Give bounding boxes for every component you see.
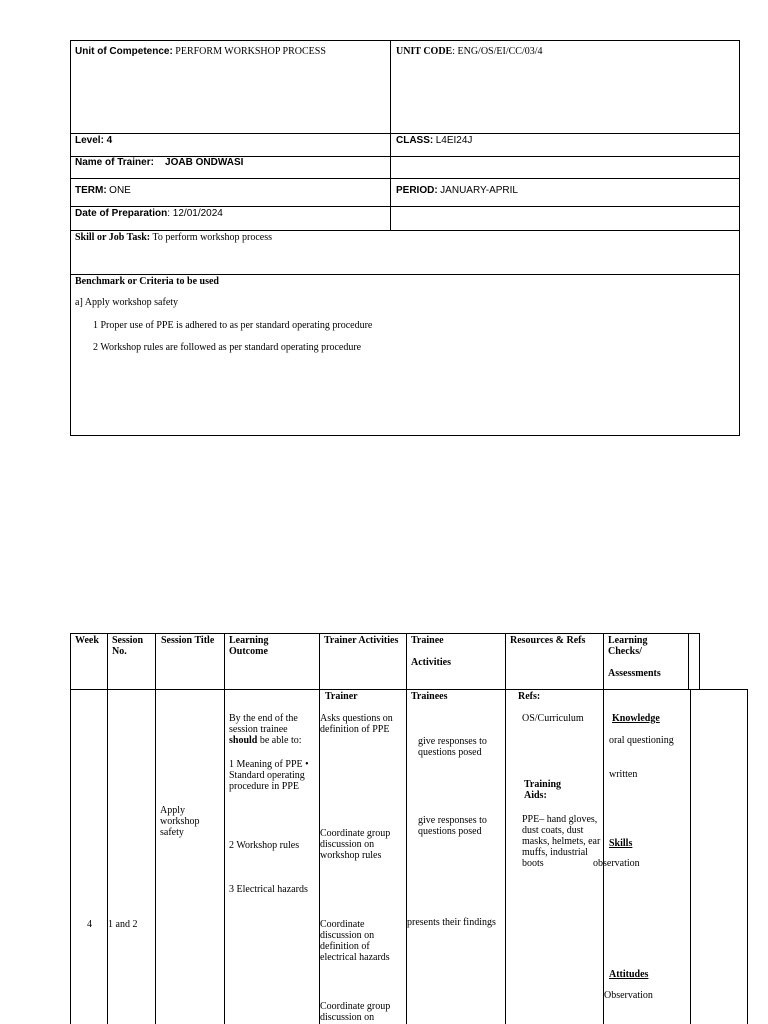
header-trainee-activities-line2: Activities bbox=[411, 657, 451, 668]
cell-outcome-2: 2 Workshop rules bbox=[229, 840, 300, 851]
cell-knowledge-written: written bbox=[609, 769, 638, 780]
header-assessments: Assessments bbox=[608, 668, 661, 679]
cell-week: 4 bbox=[87, 919, 92, 930]
cell-outcome-3: 3 Electrical hazards bbox=[229, 884, 308, 895]
cell-skills-heading: Skills bbox=[609, 838, 633, 849]
cell-trainee-1: give responses to questions posed bbox=[418, 736, 487, 758]
cell-ref-curriculum: OS/Curriculum bbox=[522, 713, 584, 724]
cell-attitudes-observation: Observation bbox=[604, 990, 653, 1001]
header-learning-checks: Learning Checks/ bbox=[608, 635, 648, 657]
skill-or-job-task: Skill or Job Task: To perform workshop process bbox=[75, 232, 273, 243]
cell-attitudes-heading: Attitudes bbox=[609, 969, 649, 980]
subheader-trainees: Trainees bbox=[411, 691, 448, 702]
header-trainee-activities: Trainee bbox=[411, 635, 444, 646]
cell-trainer-1: Asks questions on definition of PPE bbox=[320, 713, 393, 735]
unit-code: UNIT CODE: ENG/OS/EI/CC/03/4 bbox=[396, 46, 543, 57]
term: TERM: ONE bbox=[75, 185, 131, 196]
benchmark-item-2: 2 Workshop rules are followed as per standard operating procedure bbox=[93, 342, 362, 353]
cell-trainer-4: Coordinate group discussion on bbox=[320, 1001, 391, 1023]
cell-skills-observation: observation bbox=[593, 858, 640, 869]
cell-trainee-2: give responses to questions posed bbox=[418, 815, 487, 837]
class: CLASS: L4EI24J bbox=[396, 135, 473, 146]
header-trainer-activities: Trainer Activities bbox=[324, 635, 399, 646]
level: Level: 4 bbox=[75, 135, 113, 146]
header-week: Week bbox=[75, 635, 99, 646]
cell-session-no: 1 and 2 bbox=[108, 919, 138, 930]
cell-outcome-1: 1 Meaning of PPE • Standard operating procedure in PPE bbox=[229, 759, 309, 792]
benchmark-heading: Benchmark or Criteria to be used bbox=[75, 276, 219, 287]
cell-knowledge-heading: Knowledge bbox=[612, 713, 660, 724]
cell-session-title: Apply workshop safety bbox=[160, 805, 200, 838]
header-learning-outcome: Learning Outcome bbox=[229, 635, 269, 657]
benchmark-item-1: 1 Proper use of PPE is adhered to as per standard operating procedure bbox=[93, 320, 373, 331]
cell-outcome-intro: By the end of the session trainee should be able to: bbox=[229, 713, 302, 746]
cell-training-aids: Training Aids: bbox=[524, 779, 562, 801]
benchmark-item-a: a] Apply workshop safety bbox=[75, 297, 179, 308]
trainer-name: Name of Trainer: JOAB ONDWASI bbox=[75, 157, 244, 168]
period: PERIOD: JANUARY-APRIL bbox=[396, 185, 518, 196]
cell-trainer-2: Coordinate group discussion on workshop rules bbox=[320, 828, 391, 861]
subheader-refs: Refs: bbox=[518, 691, 541, 702]
header-resources: Resources & Refs bbox=[510, 635, 586, 646]
header-session-title: Session Title bbox=[161, 635, 215, 646]
cell-trainer-3: Coordinate discussion on definition of electrical hazards bbox=[320, 919, 390, 963]
cell-knowledge-oral: oral questioning bbox=[609, 735, 674, 746]
unit-of-competence: Unit of Competence: PERFORM WORKSHOP PROCESS bbox=[75, 46, 326, 57]
subheader-trainer: Trainer bbox=[325, 691, 358, 702]
cell-trainee-3: presents their findings bbox=[407, 917, 496, 928]
cell-aids-list: PPE– hand gloves, dust coats, dust masks, helmets, ear muffs, industrial boots bbox=[522, 814, 601, 869]
header-session-no: Session No. bbox=[112, 635, 144, 657]
date-of-preparation: Date of Preparation: 12/01/2024 bbox=[75, 208, 223, 219]
